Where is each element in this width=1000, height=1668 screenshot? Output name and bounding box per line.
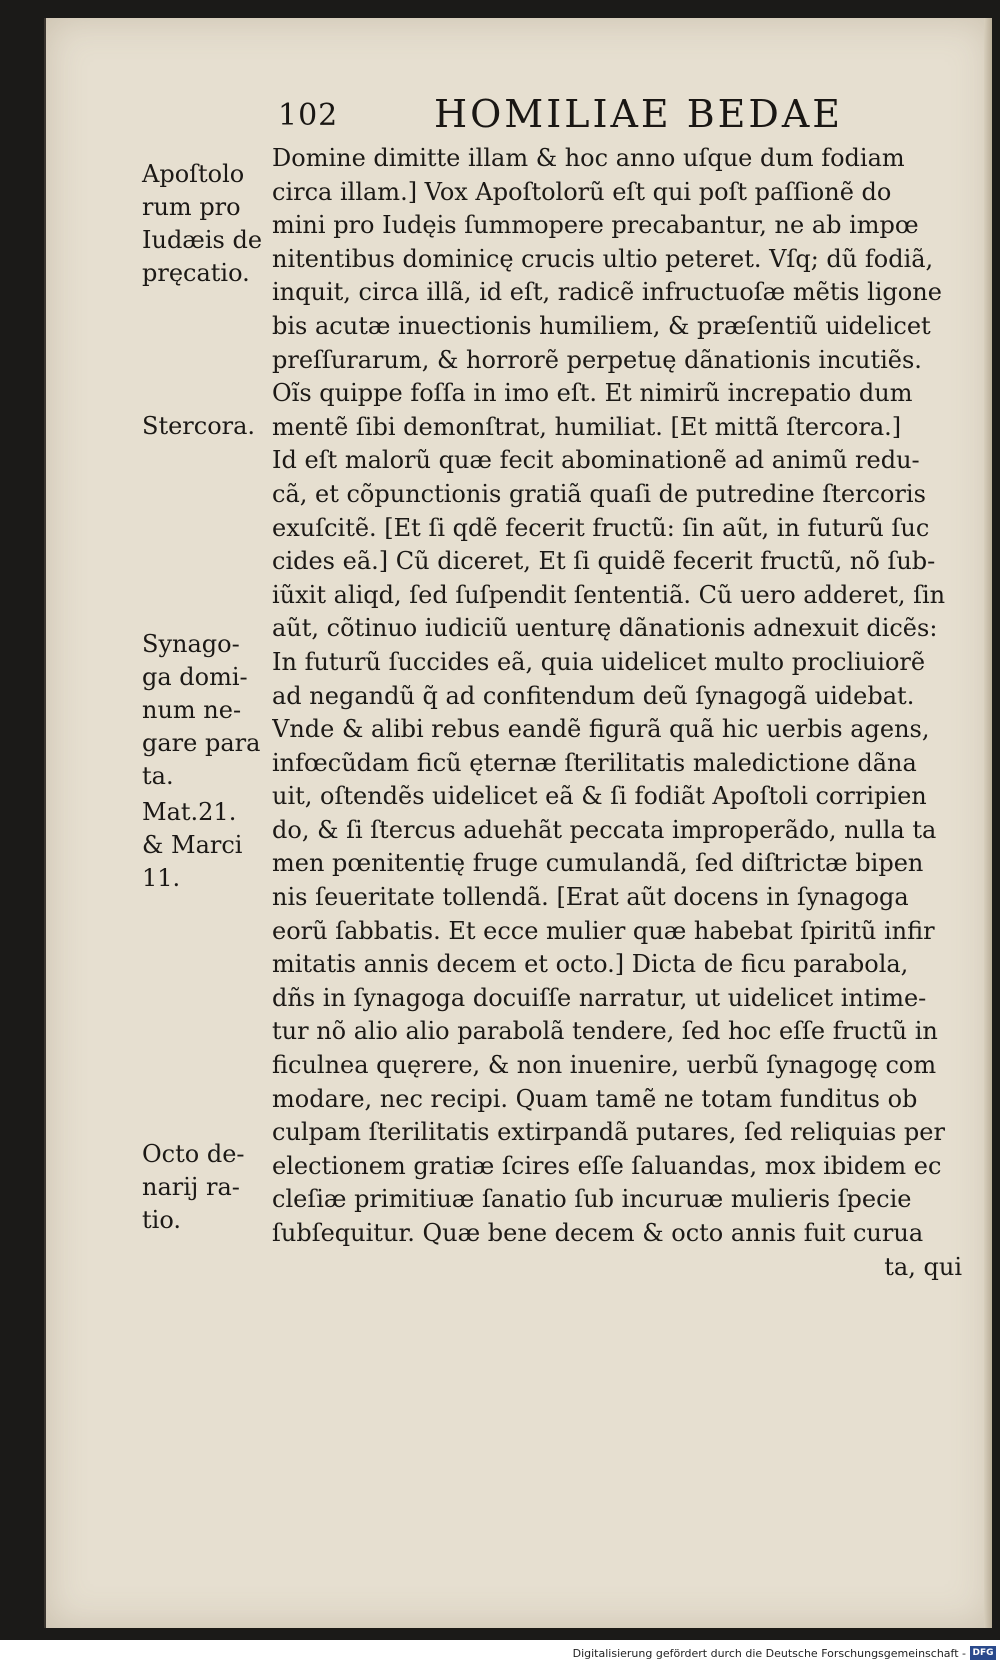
running-title: HOMILIAE BEDAE bbox=[434, 92, 844, 136]
text-line: aũt, cõtinuo iudiciũ uenturę dãnationis adnexuit dicẽs: bbox=[272, 614, 938, 643]
text-line: exuſcitẽ. [Et ſi qdẽ fecerit fructũ: ſin aũt, in futurũ ſuc bbox=[272, 513, 930, 542]
text-line: In futurũ ſuccides eã, quia uidelicet multo procliuiorẽ bbox=[272, 647, 926, 676]
text-line: preſſurarum, & horrorẽ perpetuę dãnationis incutiẽs. bbox=[272, 345, 922, 374]
text-line: electionem gratiæ ſcires eſſe ſaluandas, mox ibidem ec bbox=[272, 1151, 942, 1180]
margin-note-line: narij ra- bbox=[142, 1173, 240, 1201]
margin-note-line: rum pro bbox=[142, 193, 241, 221]
text-line: Domine dimitte illam & hoc anno uſque dum fodiam bbox=[272, 144, 905, 172]
text-line: ficulnea quęrere, & non inuenire, uerbũ ſynagogę com bbox=[272, 1051, 937, 1080]
text-line: ad negandũ q̃ ad confitendum deũ ſynagogã uidebat. bbox=[272, 681, 915, 710]
main-text-block bbox=[272, 142, 962, 1284]
dfg-logo: DFG bbox=[970, 1646, 996, 1660]
margin-note-line: & Marci bbox=[142, 831, 243, 859]
margin-note-line: gare para bbox=[142, 729, 261, 757]
page-header bbox=[46, 92, 992, 142]
text-line: bis acutæ inuectionis humiliem, & præſentiũ uidelicet bbox=[272, 311, 931, 340]
page-number: 102 bbox=[278, 98, 339, 133]
text-line: do, & ſi ſtercus aduehãt peccata improperãdo, nulla ta bbox=[272, 815, 937, 844]
text-line: men pœnitentię fruge cumulandã, ſed diſtrictæ bipen bbox=[272, 849, 924, 878]
margin-note-line: tio. bbox=[142, 1206, 181, 1234]
text-line: infœcũdam ficũ ęternæ ſterilitatis maledictione dãna bbox=[272, 748, 917, 777]
text-line: nitentibus dominicę crucis ultio peteret. Vſq; dũ fodiã, bbox=[272, 244, 934, 273]
text-line: cã, et cõpunctionis gratiã quaſi de putredine ſtercoris bbox=[272, 479, 926, 508]
margin-note-line: 11. bbox=[142, 864, 181, 892]
text-line: ſubſequitur. Quæ bene decem & octo annis fuit curua bbox=[272, 1219, 924, 1247]
margin-note-stercora bbox=[142, 410, 255, 443]
text-line: culpam ſterilitatis extirpandã putares, ſed reliquias per bbox=[272, 1118, 945, 1147]
text-line: uit, oſtendẽs uidelicet eã & ſi fodiãt Apoſtoli corripien bbox=[272, 782, 927, 811]
text-line: mini pro Iudęis ſummopere precabantur, ne ab impœ bbox=[272, 211, 919, 240]
text-line: Oĩs quippe foſſa in imo eſt. Et nimirũ increpatio dum bbox=[272, 379, 913, 408]
margin-note-line: Octo de- bbox=[142, 1140, 245, 1168]
catchword: ta, qui bbox=[884, 1252, 962, 1281]
margin-note-synagoga bbox=[142, 628, 260, 793]
margin-note-line: ta. bbox=[142, 762, 174, 790]
margin-note-line: Iudæis de bbox=[142, 226, 263, 254]
text-line: cleſiæ primitiuæ ſanatio ſub incuruæ mulieris ſpecie bbox=[272, 1185, 912, 1214]
text-line: iũxit aliqd, ſed ſuſpendit ſententiã. Cũ uero adderet, ſin bbox=[272, 580, 946, 609]
text-line: mentẽ ſibi demonſtrat, humiliat. [Et mittã ſtercora.] bbox=[272, 412, 902, 441]
book-page bbox=[44, 18, 992, 1628]
margin-note-line: Mat.21. bbox=[142, 798, 237, 826]
margin-note-line: Apoſtolo bbox=[142, 160, 245, 188]
margin-note-apostolorum bbox=[142, 158, 262, 290]
text-line: Vnde & alibi rebus eandẽ figurã quã hic uerbis agens, bbox=[272, 715, 930, 744]
text-line: cides eã.] Cũ diceret, Et ſi quidẽ fecerit fructũ, nõ ſub- bbox=[272, 547, 936, 576]
text-line: mitatis annis decem et octo.] Dicta de ficu parabola, bbox=[272, 950, 909, 979]
footer-bar bbox=[0, 1640, 1000, 1668]
text-line: eorũ ſabbatis. Et ecce mulier quæ habebat ſpiritũ infir bbox=[272, 916, 935, 945]
text-line: circa illam.] Vox Apoſtolorũ eſt qui poſt paſſionẽ do bbox=[272, 177, 892, 206]
funding-credit: Digitalisierung gefördert durch die Deutsche Forschungsgemeinschaft - bbox=[572, 1647, 966, 1660]
margin-note-matthew-ref bbox=[142, 796, 242, 895]
text-line: Id eſt malorũ quæ fecit abominationẽ ad animũ redu- bbox=[272, 446, 920, 475]
margin-note-line: pręcatio. bbox=[142, 259, 250, 287]
margin-note-line: Synago- bbox=[142, 630, 240, 658]
text-line: nis ſeueritate tollendã. [Erat aũt docens in ſynagoga bbox=[272, 883, 909, 912]
margin-note-octo bbox=[142, 1138, 245, 1237]
text-line: inquit, circa illã, id eſt, radicẽ infructuoſæ mẽtis ligone bbox=[272, 278, 942, 307]
margin-note-line: Stercora. bbox=[142, 412, 256, 440]
text-line: dñs in ſynagoga docuiſſe narratur, ut uidelicet intime- bbox=[272, 983, 927, 1012]
text-line: tur nõ alio alio parabolã tendere, ſed hoc eſſe fructũ in bbox=[272, 1017, 938, 1046]
text-line: modare, nec recipi. Quam tamẽ ne totam funditus ob bbox=[272, 1084, 918, 1113]
page-edge bbox=[984, 18, 992, 1628]
margin-note-line: ga domi- bbox=[142, 663, 248, 691]
margin-note-line: num ne- bbox=[142, 696, 242, 724]
